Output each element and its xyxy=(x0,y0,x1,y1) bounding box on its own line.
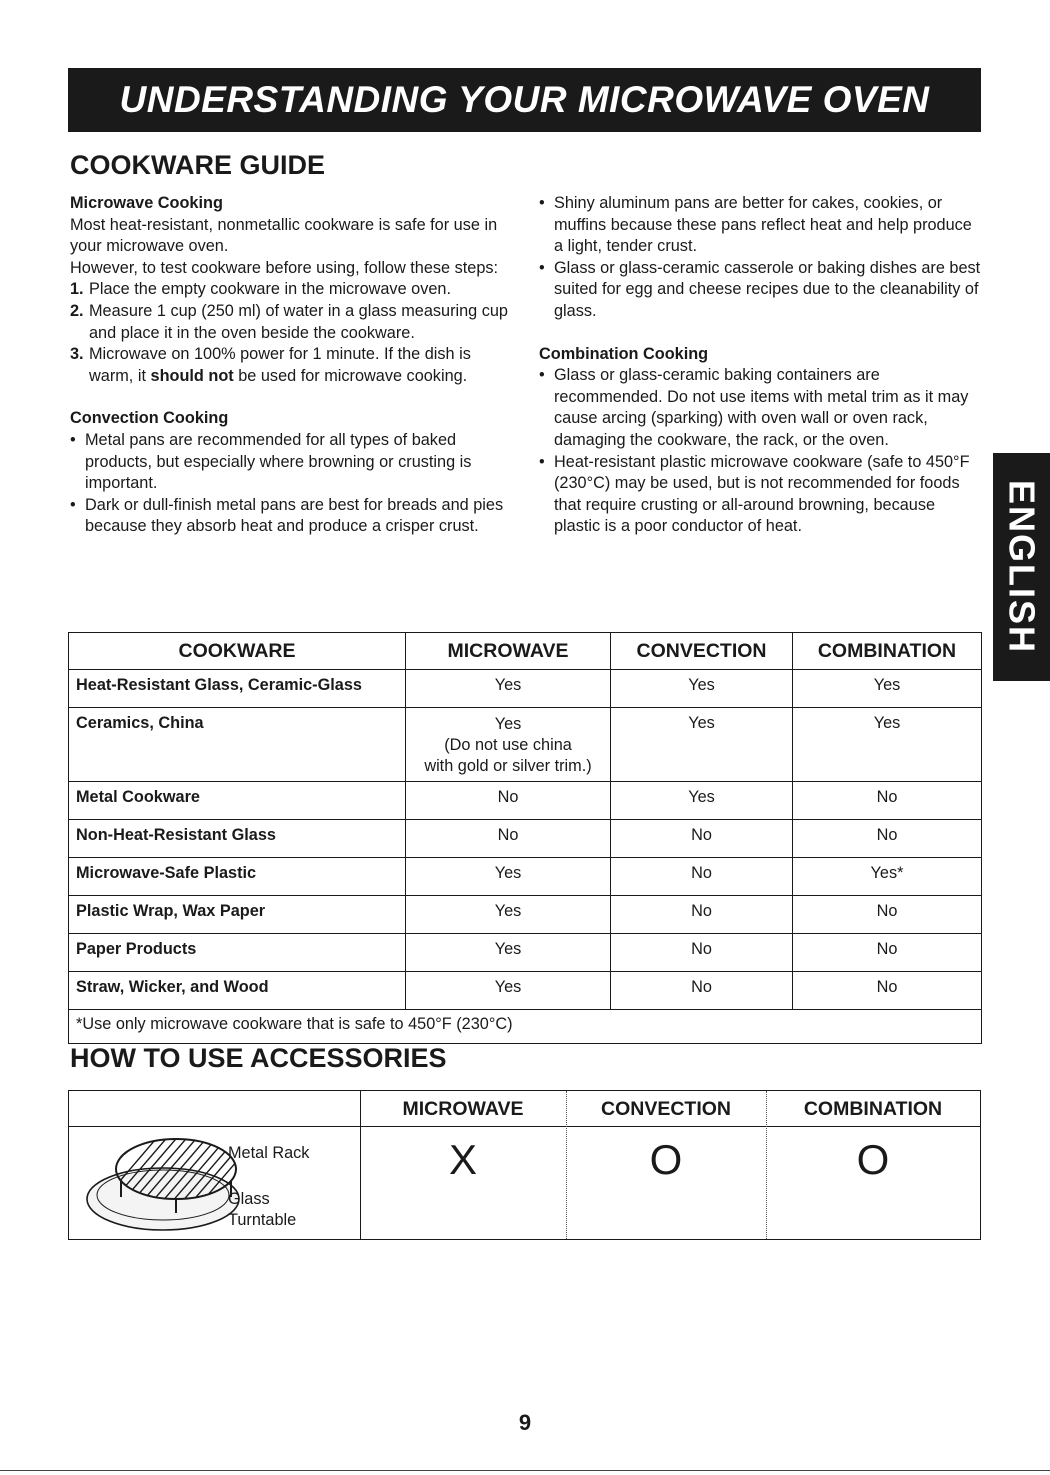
combination-bullet-1 xyxy=(539,365,982,451)
bullet: • xyxy=(70,495,76,514)
combination-cell: No xyxy=(793,820,982,858)
convection-cell: No xyxy=(611,896,793,934)
table-footnote: *Use only microwave cookware that is safe to 450°F (230°C) xyxy=(69,1010,982,1044)
step-text: Place the empty cookware in the microwave oven. xyxy=(89,280,451,299)
right-bullet-2 xyxy=(539,258,982,323)
microwave-test-intro: However, to test cookware before using, follow these steps: xyxy=(70,258,499,277)
accessories-title: HOW TO USE ACCESSORIES xyxy=(70,1043,447,1073)
language-tab-label: ENGLISH xyxy=(1001,479,1043,654)
bullet-text: Glass or glass-ceramic casserole or baking dishes are best suited for egg and cheese recipes due to the cleanability of glass. xyxy=(554,258,981,320)
cookware-name: Non-Heat-Resistant Glass xyxy=(69,820,406,858)
header-cookware: COOKWARE xyxy=(69,633,406,670)
bullet-text: Shiny aluminum pans are better for cakes, cookies, or muffins because these pans reflect heat and help produce a light, tender crust. xyxy=(554,194,972,256)
bullet: • xyxy=(539,366,545,385)
convection-cell: No xyxy=(611,820,793,858)
bottom-rule xyxy=(0,1470,1050,1471)
microwave-cooking-heading: Microwave Cooking xyxy=(70,194,223,212)
table-row xyxy=(69,934,982,972)
step-3 xyxy=(70,344,518,387)
bullet-text: Dark or dull-finish metal pans are best for breads and pies because they absorb heat and produce a crisper crust. xyxy=(85,495,504,536)
combination-cell: No xyxy=(793,972,982,1010)
microwave-value: Yes xyxy=(494,715,522,733)
left-column xyxy=(70,193,518,538)
header-microwave: MICROWAVE xyxy=(402,1098,524,1120)
microwave-note: (Do not use china xyxy=(444,736,572,754)
microwave-cell: Yes xyxy=(406,670,611,708)
right-bullet-1 xyxy=(539,193,982,258)
cookware-name: Plastic Wrap, Wax Paper xyxy=(69,896,406,934)
combination-cell: No xyxy=(793,934,982,972)
microwave-cell: No xyxy=(406,782,611,820)
cookware-name: Straw, Wicker, and Wood xyxy=(69,972,406,1010)
step-2 xyxy=(70,301,518,344)
combination-cell: No xyxy=(793,782,982,820)
convection-mark: O xyxy=(649,1136,683,1183)
cookware-table xyxy=(68,632,982,1044)
bullet: • xyxy=(70,430,76,449)
convection-cell: Yes xyxy=(611,782,793,820)
page-number: 9 xyxy=(518,1410,532,1435)
convection-cell: No xyxy=(611,934,793,972)
convection-cooking-heading: Convection Cooking xyxy=(70,409,229,428)
step-number: 3. xyxy=(70,345,84,364)
label-metal-rack: Metal Rack xyxy=(228,1144,310,1162)
microwave-cooking-text: Most heat-resistant, nonmetallic cookware is safe for use in your microwave oven. xyxy=(70,215,498,256)
bullet: • xyxy=(539,452,545,471)
step-number: 1. xyxy=(70,280,84,299)
combination-bullet-2 xyxy=(539,452,982,538)
table-row xyxy=(69,820,982,858)
step-number: 2. xyxy=(70,301,84,320)
header-combination: COMBINATION xyxy=(803,1098,943,1120)
cookware-name: Heat-Resistant Glass, Ceramic-Glass xyxy=(69,670,406,708)
microwave-note: with gold or silver trim.) xyxy=(424,757,592,775)
cookware-name: Microwave-Safe Plastic xyxy=(69,858,406,896)
table-row xyxy=(69,858,982,896)
microwave-cell: Yes xyxy=(406,858,611,896)
step-text: Microwave on 100% power for 1 minute. If the dish is warm, it should not be used for microwave cooking. xyxy=(89,345,471,385)
emphasis: should not xyxy=(150,366,234,385)
table-footnote-row xyxy=(69,1010,982,1044)
table-row xyxy=(69,782,982,820)
label-glass: Glass xyxy=(228,1190,270,1208)
bullet: • xyxy=(539,194,545,212)
table-row xyxy=(69,972,982,1010)
right-column xyxy=(539,193,982,538)
cookware-name: Metal Cookware xyxy=(69,782,406,820)
cookware-name: Paper Products xyxy=(69,934,406,972)
table-row xyxy=(69,896,982,934)
combination-mark: O xyxy=(856,1136,890,1183)
language-tab xyxy=(993,453,1050,681)
combination-cooking-heading: Combination Cooking xyxy=(539,344,709,363)
label-turntable: Turntable xyxy=(228,1211,297,1229)
page-banner: UNDERSTANDING YOUR MICROWAVE OVEN xyxy=(68,68,981,132)
convection-bullet-2 xyxy=(70,495,518,538)
microwave-mark: X xyxy=(448,1136,477,1183)
table-header-row xyxy=(69,633,982,670)
microwave-cell: No xyxy=(406,820,611,858)
bullet-text: Metal pans are recommended for all types of baked products, but especially where browning or crusting is important. xyxy=(85,430,472,493)
convection-cell: No xyxy=(611,972,793,1010)
microwave-cell: Yes xyxy=(406,934,611,972)
header-convection: CONVECTION xyxy=(611,633,793,670)
header-microwave: MICROWAVE xyxy=(406,633,611,670)
microwave-cell xyxy=(406,708,611,782)
bullet-text: Glass or glass-ceramic baking containers are recommended. Do not use items with metal trim as it may cause arcing (sparking) with oven wall or oven rack, damaging the cookware, the rack, or the oven. xyxy=(554,366,969,449)
combination-cell: Yes xyxy=(793,670,982,708)
cookware-name: Ceramics, China xyxy=(69,708,406,782)
convection-cell: Yes xyxy=(611,670,793,708)
header-convection: CONVECTION xyxy=(600,1098,731,1120)
combination-cell: Yes* xyxy=(793,858,982,896)
microwave-cell: Yes xyxy=(406,972,611,1010)
bullet-text: Heat-resistant plastic microwave cookware (safe to 450°F (230°C) may be used, but is not recommended for foods that require crusting or all-around browning, because plastic is a poor conductor of heat. xyxy=(554,452,970,536)
microwave-cell: Yes xyxy=(406,896,611,934)
combination-cell: Yes xyxy=(793,708,982,782)
table-row xyxy=(69,708,982,782)
convection-cell: No xyxy=(611,858,793,896)
convection-bullet-1 xyxy=(70,430,518,495)
bullet: • xyxy=(539,258,545,277)
cookware-guide-title: COOKWARE GUIDE xyxy=(70,150,326,180)
header-combination: COMBINATION xyxy=(793,633,982,670)
table-row xyxy=(69,670,982,708)
step-text: Measure 1 cup (250 ml) of water in a glass measuring cup and place it in the oven beside the cookware. xyxy=(89,301,508,342)
combination-cell: No xyxy=(793,896,982,934)
accessories-table xyxy=(68,1090,981,1240)
step-1 xyxy=(70,279,518,301)
convection-cell: Yes xyxy=(611,708,793,782)
